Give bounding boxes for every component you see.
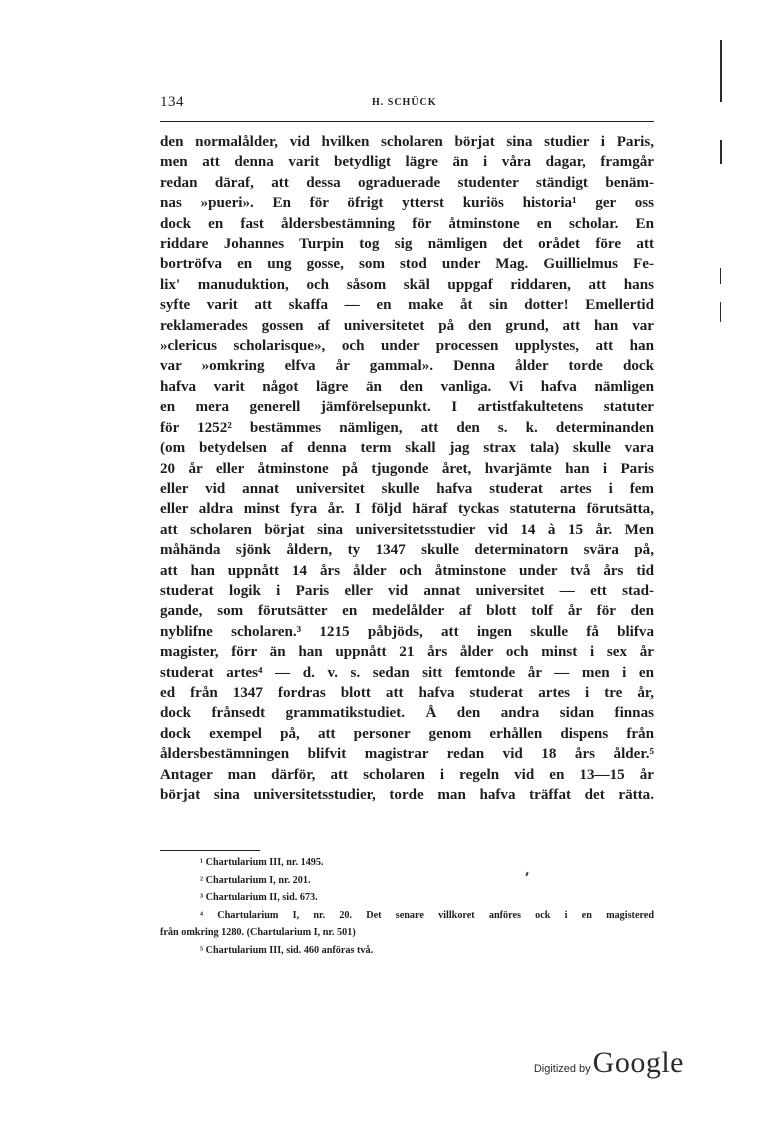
body-line: var »omkring elfva år gammal». Denna ålder torde dock: [160, 358, 654, 375]
footnote-5: ⁵ Chartularium III, sid. 460 anföras två.: [200, 944, 374, 956]
body-line: hafva varit något lägre än den vanliga. Vi hafva nämligen: [160, 378, 654, 395]
scan-edge-mark: [720, 302, 721, 322]
body-line: bortröfva en ung gosse, som stod under Mag. Guillielmus Fe-: [160, 256, 654, 273]
scan-edge-mark: [720, 140, 722, 164]
body-line: måhända sjönk åldern, ty 1347 skulle determinatorn svära på,: [160, 542, 654, 559]
footnote-rule: [160, 850, 260, 851]
body-line: magister, förr än han uppnått 21 års ålder och minst i sex år: [160, 644, 654, 661]
footnote-3: ³ Chartularium II, sid. 673.: [200, 892, 318, 904]
body-text: [160, 132, 654, 805]
body-line: reklamerades gossen af universitetet på den grund, att han var: [160, 317, 654, 334]
body-line: ed från 1347 fordras blott att hafva studerat artes i tre år,: [160, 684, 654, 701]
body-line: »clericus scholarisque», och under processen upplystes, att han: [160, 338, 654, 355]
footnotes: [160, 854, 654, 960]
body-line: den normalålder, vid hvilken scholaren börjat sina studier i Paris,: [160, 134, 654, 150]
body-line: dock frånsedt grammatikstudiet. Å den andra sidan finnas: [160, 705, 654, 722]
body-line: riddare Johannes Turpin tog sig nämligen det orådet före att: [160, 236, 654, 253]
body-line: dock exempel på, att personer genom erhållen dispens från: [160, 725, 654, 742]
body-line: en mera generell jämförelsepunkt. I artistfakultetens statuter: [160, 399, 654, 416]
scan-edge-mark: [720, 268, 721, 284]
body-line: eller vid annat universitet skulle hafva studerat artes i fem: [160, 480, 654, 497]
body-line: för 1252² bestämmes nämligen, att den s. k. determinanden: [160, 419, 654, 436]
body-line: 20 år eller åtminstone på tjugonde året, hvarjämte han i Paris: [160, 460, 654, 477]
body-line: (om betydelsen af denna term skall jag strax tala) skulle vara: [160, 440, 654, 457]
body-line: syfte varit att skaffa — en make åt sin dotter! Emellertid: [160, 297, 654, 314]
footnote-1: ¹ Chartularium III, nr. 1495.: [200, 857, 324, 868]
body-line: Antager man därför, att scholaren i regeln vid en 13—15 år: [160, 766, 654, 783]
body-line: nas »pueri». En för öfrigt ytterst kuriös historia¹ ger oss: [160, 195, 654, 212]
body-line: börjat sina universitetsstudier, torde man hafva träffat det rätta.: [160, 787, 654, 803]
watermark-prefix: Digitized by: [533, 1063, 591, 1075]
body-line: eller aldra minst fyra år. I följd häraf tyckas statuterna förutsätta,: [160, 501, 654, 518]
body-line: studerat artes⁴ — d. v. s. sedan sitt femtonde år — men i en: [160, 664, 654, 681]
body-line: att scholaren börjat sina universitetsstudier vid 14 à 15 år. Men: [160, 521, 654, 538]
google-logo: Google: [592, 1046, 684, 1079]
body-line: studerat logik i Paris eller vid annat universitet — ett stad-: [160, 582, 654, 599]
header-rule: [160, 121, 654, 122]
footnote-2: ² Chartularium I, nr. 201.: [200, 874, 311, 886]
footnote-4-continued: från omkring 1280. (Chartularium I, nr. 501): [160, 927, 356, 939]
body-line: gande, som förutsätter en medelålder af blott tolf år för den: [160, 603, 654, 620]
scan-edge-line: [720, 40, 722, 102]
footnote-4: ⁴ Chartularium I, nr. 20. Det senare villkoret anföres ock i en magistered: [200, 909, 654, 921]
body-line: att han uppnått 14 års ålder och åtminstone under två års tid: [160, 562, 654, 579]
body-line: men att denna varit betydligt lägre än i våra dagar, framgår: [160, 154, 654, 171]
body-line: nyblifne scholaren.³ 1215 påbjöds, att ingen skulle få blifva: [160, 623, 654, 640]
page-number: 134: [160, 94, 184, 110]
body-line: dock en fast åldersbestämning för åtminstone en scholar. En: [160, 215, 654, 232]
body-line: lix' manuduktion, och såsom skäl uppgaf riddaren, att hans: [160, 276, 654, 293]
body-line: redan däraf, att dessa ograduerade studenter ständigt benäm-: [160, 174, 654, 191]
running-head: H. SCHÜCK: [372, 97, 437, 108]
digitized-by-google-watermark: [534, 1046, 684, 1080]
body-line: åldersbestämningen blifvit magistrar redan vid 18 års ålder.⁵: [160, 746, 654, 763]
